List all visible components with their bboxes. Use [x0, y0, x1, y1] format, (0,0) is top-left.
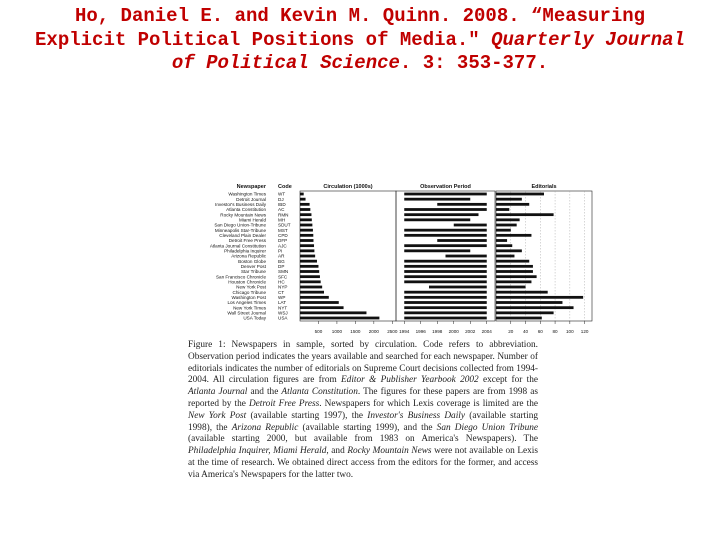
caption-italic: Arizona Republic [231, 422, 299, 433]
newspaper-code: NYT [278, 305, 288, 311]
observation-bar [404, 311, 487, 314]
editorials-bar [496, 311, 554, 314]
newspaper-code: SDUT [278, 222, 291, 228]
x-tick-label: 2004 [481, 329, 492, 334]
observation-bar [446, 255, 487, 258]
x-tick-label: 2500 [387, 329, 398, 334]
circulation-bar [300, 296, 329, 299]
editorials-bar [496, 203, 529, 206]
citation-journal-name: Quarterly Journal [491, 28, 685, 51]
editorials-bar [496, 239, 507, 242]
newspaper-name: San Francisco Chronicle [215, 274, 266, 280]
newspaper-name: USA Today [243, 315, 266, 321]
circulation-bar [300, 280, 321, 283]
editorials-bar [496, 224, 517, 227]
newspaper-code: CPD [278, 232, 288, 238]
newspaper-code: AJC [278, 243, 287, 249]
caption-italic: New York Post [188, 410, 247, 421]
caption-italic: Atlanta Journal [188, 387, 248, 398]
caption-italic: San Diego Union Tribune [436, 422, 538, 433]
caption-italic: Investor's Business Daily [367, 410, 466, 421]
newspaper-name: Philadelphia Inquirer [224, 248, 266, 254]
newspaper-code: LAT [278, 300, 287, 306]
x-tick-label: 100 [566, 329, 574, 334]
editorials-bar [496, 244, 512, 247]
caption-text: except for the [478, 375, 538, 386]
newspaper-code: AC [278, 207, 285, 213]
circulation-bar [300, 203, 310, 206]
newspaper-code: MST [278, 227, 288, 233]
newspaper-code: USA [278, 315, 288, 321]
x-tick-label: 60 [537, 329, 543, 334]
newspaper-name: Los Angeles Times [227, 300, 266, 306]
table-header-newspaper: Newspaper [236, 184, 266, 190]
editorials-bar [496, 198, 522, 201]
newspaper-code: HC [278, 279, 285, 285]
caption-text: Figure 1: Newspapers in sample, sorted by circulation. Code refers to abbreviation. Observation period indicates the years available and searched for each newspaper. Number of editorials indicates the number of editorials on Supreme Court decisions collected from 1994-2004. All circulation figures are from [188, 340, 538, 386]
newspaper-name: Washington Post [231, 294, 266, 300]
caption-text: were not available on Lexis at the time of research. We obtained direct access from the editors for the former, and access via America's Newspapers for the latter two. [188, 446, 538, 480]
observation-bar [404, 234, 487, 237]
x-tick-label: 500 [314, 329, 323, 334]
editorials-bar [496, 265, 533, 268]
circulation-bar [300, 311, 366, 314]
editorials-bar [496, 255, 514, 258]
observation-bar [404, 291, 487, 294]
table-header-code: Code [278, 184, 292, 190]
observation-bar [404, 265, 487, 268]
caption-text: (available starting 2000, but available from 1983 on America's Newspapers). The [188, 434, 538, 445]
newspaper-code: BG [278, 258, 285, 264]
observation-bar [404, 296, 487, 299]
circulation-bar [300, 224, 312, 227]
newspaper-name: Cleveland Plain Dealer [219, 232, 266, 238]
circulation-bar [300, 317, 379, 320]
x-tick-label: 40 [522, 329, 529, 334]
observation-bar [404, 198, 470, 201]
newspaper-code: SMN [278, 269, 289, 275]
observation-bar [404, 213, 478, 216]
citation-line-1: Ho, Daniel E. and Kevin M. Quinn. 2008. “Measuring [74, 5, 646, 27]
editorials-bar [496, 193, 544, 196]
newspaper-name: Rocky Mountain News [220, 212, 266, 218]
observation-bar [404, 275, 487, 278]
circulation-bar [300, 213, 311, 216]
newspaper-code: CT [278, 289, 285, 295]
x-tick-label: 1996 [415, 329, 426, 334]
editorials-bar [496, 301, 562, 304]
editorials-bar [496, 317, 542, 320]
newspaper-name: Washington Times [228, 191, 266, 197]
observation-bar [404, 208, 487, 211]
newspaper-code: DJ [278, 196, 284, 202]
editorials-bar [496, 234, 531, 237]
panel-title: Observation Period [420, 184, 471, 190]
circulation-panel [300, 184, 398, 334]
observation-bar [404, 193, 487, 196]
editorials-bar [496, 229, 511, 232]
observation-bar [404, 306, 487, 309]
newspaper-name: Wall Street Journal [227, 310, 266, 316]
observation-bar [437, 239, 487, 242]
circulation-bar [300, 291, 324, 294]
caption-italic: Detroit Free Press [248, 398, 320, 409]
caption-italic: Editor & Publisher Yearbook 2002 [341, 375, 479, 386]
citation-volume-pages: . 3: 353-377. [399, 52, 549, 74]
circulation-bar [300, 306, 344, 309]
caption-italic: Philadelphia Inquirer, Miami Herald [188, 446, 327, 457]
x-tick-label: 80 [552, 329, 558, 334]
newspaper-name: Star Tribune [240, 269, 266, 275]
x-tick-label: 1000 [331, 329, 343, 334]
figure-caption [188, 340, 538, 482]
x-tick-label: 120 [580, 329, 589, 334]
newspaper-name: Chicago Tribune [232, 289, 266, 295]
newspaper-code: WSJ [278, 310, 288, 316]
circulation-bar [300, 239, 313, 242]
observation-bar [404, 270, 487, 273]
x-tick-label: 1994 [399, 329, 410, 334]
newspaper-table [210, 184, 292, 321]
newspaper-code: PI [278, 248, 283, 254]
newspaper-name: Arizona Republic [231, 253, 266, 259]
editorials-bar [496, 275, 537, 278]
circulation-bar [300, 255, 315, 258]
x-tick-label: 1998 [432, 329, 443, 334]
newspaper-name: Denver Post [240, 263, 266, 269]
circulation-bar [300, 249, 314, 252]
newspaper-name: Miami Herald [238, 217, 266, 223]
circulation-bar [300, 301, 339, 304]
citation-article-title: Explicit Political Positions of Media." [35, 28, 492, 51]
editorials-bar [496, 286, 526, 289]
circulation-bar [300, 286, 322, 289]
editorials-bar [496, 213, 554, 216]
caption-text: and the [247, 387, 282, 398]
x-tick-label: 1500 [350, 329, 361, 334]
x-tick-label: 2002 [465, 329, 476, 334]
observation-panel [396, 184, 495, 334]
caption-text: . Newspapers for which Lexis coverage is limited are the [319, 398, 539, 409]
caption-text: . The figures for these papers are from 1998 as reported by the [188, 387, 538, 409]
observation-bar [404, 260, 487, 263]
x-tick-label: 2000 [448, 329, 459, 334]
citation-journal-name-cont: of Political Science [171, 52, 400, 74]
editorials-panel [496, 184, 592, 334]
newspaper-code: AR [278, 253, 285, 259]
editorials-bar [496, 291, 548, 294]
circulation-bar [300, 229, 313, 232]
newspaper-name: New York Times [233, 305, 266, 311]
observation-bar [404, 280, 487, 283]
newspaper-name: Detroit Journal [236, 196, 266, 202]
panel-title: Editorials [531, 184, 557, 190]
newspaper-code: WT [278, 191, 286, 197]
editorials-bar [496, 218, 520, 221]
newspaper-code: RMN [278, 212, 289, 218]
newspaper-code: NYP [278, 284, 288, 290]
newspaper-code: DFP [278, 238, 288, 244]
editorials-bar [496, 296, 583, 299]
editorials-bar [496, 249, 522, 252]
caption-text: (available starting 1998), the [188, 410, 539, 433]
x-tick-label: 20 [508, 329, 514, 334]
circulation-bar [300, 260, 317, 263]
editorials-bar [496, 280, 531, 283]
newspaper-name: Investor's Business Daily [215, 201, 266, 207]
circulation-bar [300, 265, 318, 268]
panel-title: Circulation (1000s) [323, 184, 373, 190]
newspaper-code: SFC [278, 274, 288, 280]
circulation-bar [300, 218, 312, 221]
circulation-bar [300, 234, 313, 237]
observation-bar [454, 224, 487, 227]
newspaper-code: MH [278, 217, 286, 223]
newspaper-code: IBD [278, 201, 286, 207]
caption-italic: Rocky Mountain News [347, 446, 432, 457]
newspaper-name: New York Post [236, 284, 266, 290]
caption-text: , and [326, 446, 348, 457]
caption-text: (available starting 1999), and the [298, 422, 437, 433]
newspaper-code: WP [278, 294, 286, 300]
newspaper-name: Boston Globe [238, 258, 266, 264]
circulation-bar [300, 275, 320, 278]
caption-italic: Atlanta Constitution [281, 387, 358, 398]
observation-bar [429, 286, 487, 289]
newspaper-name: Minneapolis Star-Tribune [214, 227, 266, 233]
observation-bar [404, 249, 470, 252]
observation-bar [404, 301, 487, 304]
circulation-bar [300, 198, 306, 201]
newspaper-name: Detroit Free Press [228, 238, 266, 244]
editorials-bar [496, 306, 574, 309]
circulation-bar [300, 208, 310, 211]
circulation-bar [300, 244, 314, 247]
observation-bar [404, 218, 470, 221]
caption-text: (available starting 1997), the [246, 410, 368, 421]
x-tick-label: 2000 [368, 329, 379, 334]
newspaper-name: San Diego Union-Tribune [214, 222, 266, 228]
circulation-bar [300, 270, 319, 273]
observation-bar [404, 317, 487, 320]
observation-bar [404, 244, 487, 247]
circulation-bar [300, 193, 304, 196]
newspaper-name: Atlanta Constitution [226, 207, 266, 213]
editorials-bar [496, 260, 529, 263]
newspaper-name: Houston Chronicle [228, 279, 266, 285]
editorials-bar [496, 208, 509, 211]
newspaper-code: DP [278, 263, 285, 269]
observation-bar [437, 203, 487, 206]
editorials-bar [496, 270, 533, 273]
newspaper-name: Atlanta Journal Constitution [209, 243, 266, 249]
observation-bar [404, 229, 487, 232]
